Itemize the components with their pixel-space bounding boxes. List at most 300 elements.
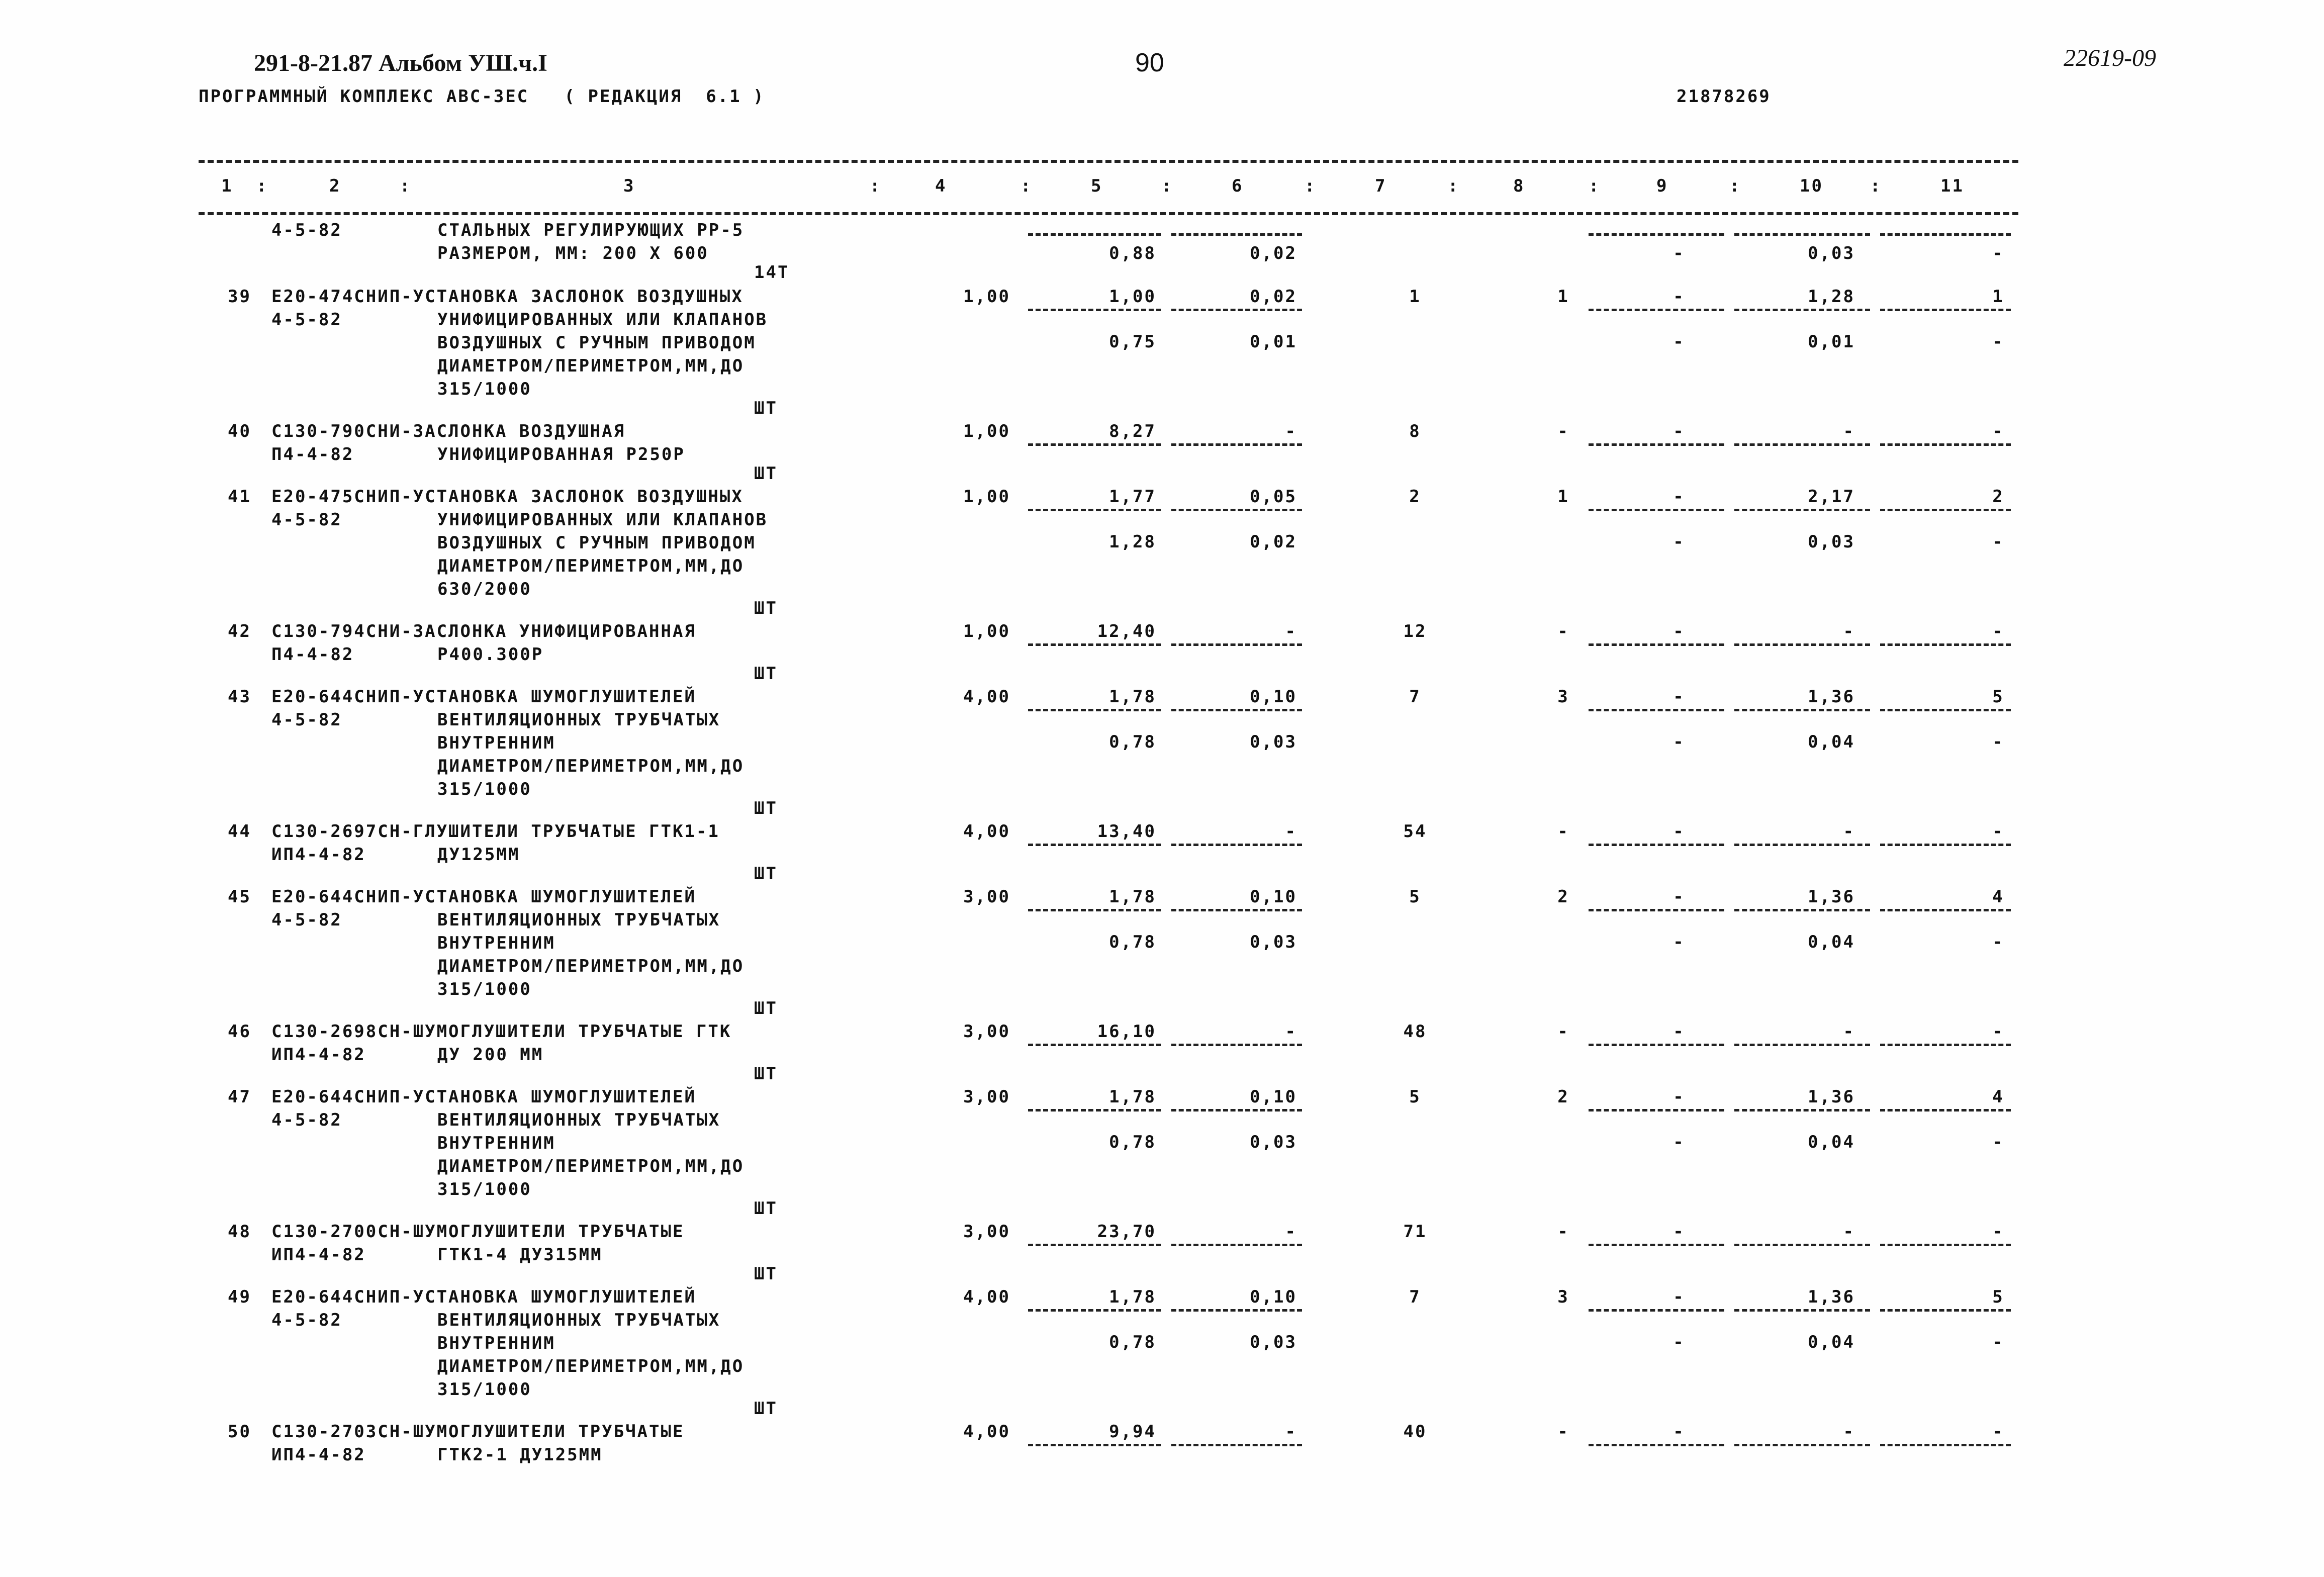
handwritten-mark: 22619-09: [2064, 45, 2156, 71]
cell-value: -: [1285, 421, 1297, 441]
cell-divider: [1171, 709, 1302, 711]
cell-value: -: [1557, 1422, 1569, 1442]
cell-value: -: [1557, 821, 1569, 842]
cell-divider: [1171, 909, 1302, 911]
cell-divider: [1880, 1309, 2011, 1312]
cell-value: 0,10: [1250, 1287, 1297, 1307]
row-number: 42: [228, 621, 251, 641]
cell-divider: [1880, 509, 2011, 511]
cell-value: -: [1992, 1222, 2004, 1242]
cell-value: -: [1673, 1132, 1685, 1152]
row-description: ДУ125ММ: [437, 845, 520, 865]
row-number: 47: [228, 1087, 251, 1107]
cell-value: 5: [1409, 887, 1421, 907]
header-bottom-rule: [199, 212, 2018, 215]
cell-divider: [1171, 1044, 1302, 1046]
row-number: 44: [228, 821, 251, 842]
cell-divider: [1734, 509, 1870, 511]
cell-divider: [1028, 709, 1161, 711]
column-separator: :: [1161, 176, 1173, 196]
cell-divider: [1880, 1109, 2011, 1111]
cell-value: 0,04: [1808, 1132, 1855, 1152]
column-separator: :: [1020, 176, 1033, 196]
row-code: ИП4-4-82: [271, 1045, 366, 1065]
row-code-description: Е20-475СНИП-УСТАНОВКА ЗАСЛОНОК ВОЗДУШНЫХ: [271, 487, 743, 507]
column-number: 7: [1375, 176, 1387, 196]
cell-value: 8: [1409, 421, 1421, 441]
cell-value: -: [1992, 821, 2004, 842]
cell-value: -: [1673, 732, 1685, 752]
cell-value: -: [1673, 1222, 1685, 1242]
row-description: 315/1000: [437, 1379, 532, 1400]
cell-value: 2: [1557, 1087, 1569, 1107]
row-description: УНИФИЦИРОВАННЫХ ИЛИ КЛАПАНОВ: [437, 510, 768, 530]
cell-value: 2: [1557, 887, 1569, 907]
row-number: 48: [228, 1222, 251, 1242]
cell-divider: [1171, 1244, 1302, 1246]
cell-value: 1,00: [1109, 287, 1156, 307]
cell-value: 0,03: [1250, 732, 1297, 752]
cell-divider: [1028, 643, 1161, 646]
cell-divider: [1171, 643, 1302, 646]
cell-value: -: [1843, 621, 1855, 641]
cell-value: -: [1285, 1222, 1297, 1242]
cell-value: 8,27: [1109, 421, 1156, 441]
cell-value: 1: [1409, 287, 1421, 307]
cell-divider: [1028, 509, 1161, 511]
cell-value: 2: [1992, 487, 2004, 507]
cell-value: 0,10: [1250, 687, 1297, 707]
cell-divider: [1171, 844, 1302, 846]
row-description: ВЕНТИЛЯЦИОННЫХ ТРУБЧАТЫХ: [437, 910, 721, 930]
cell-divider: [1734, 844, 1870, 846]
cell-value: 0,01: [1250, 332, 1297, 352]
cell-value: 5: [1992, 1287, 2004, 1307]
cell-value: -: [1992, 1422, 2004, 1442]
cell-divider: [1589, 709, 1724, 711]
row-code: ИП4-4-82: [271, 1245, 366, 1265]
cell-value: 3: [1557, 1287, 1569, 1307]
cell-value: -: [1992, 1332, 2004, 1352]
row-code-description: С130-2697СН-ГЛУШИТЕЛИ ТРУБЧАТЫЕ ГТК1-1: [271, 821, 720, 842]
cell-value: 1,36: [1808, 1087, 1855, 1107]
cell-divider: [1880, 233, 2011, 236]
column-separator: :: [1589, 176, 1601, 196]
cell-value: -: [1673, 887, 1685, 907]
cell-value: 2,17: [1808, 487, 1855, 507]
cell-divider: [1171, 1109, 1302, 1111]
cell-value: 0,02: [1250, 532, 1297, 552]
cell-divider: [1589, 643, 1724, 646]
cell-value: 9,94: [1109, 1422, 1156, 1442]
cell-divider: [1734, 1109, 1870, 1111]
cell-value: -: [1843, 821, 1855, 842]
document-reference: 291-8-21.87 Альбом УШ.ч.I: [254, 50, 547, 76]
cell-value: 1,77: [1109, 487, 1156, 507]
row-description: Р400.300Р: [437, 644, 544, 665]
row-number: 43: [228, 687, 251, 707]
cell-value: 5: [1409, 1087, 1421, 1107]
row-code-description: С130-2703СН-ШУМОГЛУШИТЕЛИ ТРУБЧАТЫЕ: [271, 1422, 685, 1442]
cell-divider: [1589, 1309, 1724, 1312]
cell-value: -: [1557, 1022, 1569, 1042]
cell-divider: [1734, 643, 1870, 646]
cell-value: 1,00: [963, 287, 1010, 307]
column-number: 1: [221, 176, 233, 196]
cell-value: 0,02: [1250, 287, 1297, 307]
cell-value: 5: [1992, 687, 2004, 707]
cell-divider: [1880, 1244, 2011, 1246]
cell-divider: [1028, 1109, 1161, 1111]
row-description: УНИФИЦИРОВАННЫХ ИЛИ КЛАПАНОВ: [437, 310, 768, 330]
cell-divider: [1880, 1044, 2011, 1046]
column-number: 11: [1940, 176, 1964, 196]
row-code: ИП4-4-82: [271, 845, 366, 865]
cell-divider: [1734, 909, 1870, 911]
cell-divider: [1028, 233, 1161, 236]
cell-value: -: [1673, 687, 1685, 707]
cell-divider: [1589, 1109, 1724, 1111]
row-unit: ШТ: [754, 1064, 778, 1084]
cell-value: 1,78: [1109, 1087, 1156, 1107]
cell-divider: [1880, 443, 2011, 446]
row-unit: ШТ: [754, 398, 778, 418]
cell-divider: [1734, 1044, 1870, 1046]
row-code: П4-4-82: [271, 444, 354, 465]
row-code: 4-5-82: [271, 1310, 342, 1330]
cell-value: 1: [1992, 287, 2004, 307]
cell-value: 0,03: [1250, 1332, 1297, 1352]
cell-value: 1,00: [963, 487, 1010, 507]
cell-divider: [1589, 1444, 1724, 1446]
cell-value: 0,78: [1109, 1132, 1156, 1152]
cell-value: -: [1992, 621, 2004, 641]
cell-value: 0,10: [1250, 1087, 1297, 1107]
column-number: 3: [623, 176, 635, 196]
row-unit: ШТ: [754, 664, 778, 684]
row-description: СТАЛЬНЫХ РЕГУЛИРУЮЩИХ РР-5: [437, 220, 745, 240]
cell-divider: [1171, 1444, 1302, 1446]
cell-value: -: [1673, 821, 1685, 842]
cell-value: -: [1673, 287, 1685, 307]
cell-value: 4,00: [963, 821, 1010, 842]
row-code-description: Е20-644СНИП-УСТАНОВКА ШУМОГЛУШИТЕЛЕЙ: [271, 1287, 696, 1307]
cell-value: 48: [1403, 1022, 1427, 1042]
cell-value: 2: [1409, 487, 1421, 507]
row-unit: ШТ: [754, 798, 778, 818]
cell-value: -: [1557, 621, 1569, 641]
cell-value: -: [1673, 532, 1685, 552]
cell-value: 1,00: [963, 421, 1010, 441]
cell-value: 7: [1409, 1287, 1421, 1307]
cell-divider: [1589, 844, 1724, 846]
cell-value: 0,04: [1808, 932, 1855, 952]
cell-value: -: [1992, 421, 2004, 441]
cell-value: 0,03: [1808, 243, 1855, 263]
cell-divider: [1028, 1309, 1161, 1312]
column-separator: :: [256, 176, 268, 196]
cell-divider: [1734, 709, 1870, 711]
cell-divider: [1589, 1044, 1724, 1046]
row-description: ДИАМЕТРОМ/ПЕРИМЕТРОМ,ММ,ДО: [437, 956, 745, 976]
cell-value: 40: [1403, 1422, 1427, 1442]
cell-divider: [1734, 1444, 1870, 1446]
cell-value: -: [1673, 621, 1685, 641]
cell-value: 4,00: [963, 1287, 1010, 1307]
row-code-description: С130-790СНИ-ЗАСЛОНКА ВОЗДУШНАЯ: [271, 421, 626, 441]
row-unit: ШТ: [754, 998, 778, 1018]
cell-value: -: [1285, 1022, 1297, 1042]
column-number: 5: [1091, 176, 1103, 196]
row-number: 40: [228, 421, 251, 441]
cell-divider: [1028, 909, 1161, 911]
row-description: ДИАМЕТРОМ/ПЕРИМЕТРОМ,ММ,ДО: [437, 1156, 745, 1176]
cell-divider: [1171, 1309, 1302, 1312]
cell-divider: [1171, 309, 1302, 311]
column-number: 2: [329, 176, 341, 196]
row-code-description: Е20-644СНИП-УСТАНОВКА ШУМОГЛУШИТЕЛЕЙ: [271, 1087, 696, 1107]
cell-value: -: [1673, 243, 1685, 263]
cell-value: -: [1673, 421, 1685, 441]
row-code-description: Е20-644СНИП-УСТАНОВКА ШУМОГЛУШИТЕЛЕЙ: [271, 687, 696, 707]
cell-value: 12: [1403, 621, 1427, 641]
cell-value: 1,78: [1109, 1287, 1156, 1307]
row-code-description: Е20-644СНИП-УСТАНОВКА ШУМОГЛУШИТЕЛЕЙ: [271, 887, 696, 907]
row-description: ГТК2-1 ДУ125ММ: [437, 1445, 603, 1465]
column-number: 4: [935, 176, 947, 196]
cell-value: -: [1557, 421, 1569, 441]
row-description: ДУ 200 ММ: [437, 1045, 544, 1065]
cell-value: 0,01: [1808, 332, 1855, 352]
column-number: 6: [1232, 176, 1244, 196]
row-code: 4-5-82: [271, 310, 342, 330]
cell-divider: [1028, 1444, 1161, 1446]
cell-value: -: [1843, 421, 1855, 441]
cell-value: 1,36: [1808, 1287, 1855, 1307]
cell-divider: [1589, 509, 1724, 511]
row-description: ВОЗДУШНЫХ С РУЧНЫМ ПРИВОДОМ: [437, 533, 756, 553]
cell-value: -: [1673, 932, 1685, 952]
row-description: 315/1000: [437, 379, 532, 399]
row-number: 41: [228, 487, 251, 507]
table-top-rule: [199, 160, 2018, 163]
cell-value: 3,00: [963, 1087, 1010, 1107]
cell-value: 0,88: [1109, 243, 1156, 263]
row-code: 4-5-82: [271, 910, 342, 930]
cell-divider: [1734, 233, 1870, 236]
page-number: 90: [1135, 48, 1164, 77]
cell-value: 0,02: [1250, 243, 1297, 263]
cell-value: 0,04: [1808, 732, 1855, 752]
column-separator: :: [1448, 176, 1460, 196]
row-description: 630/2000: [437, 579, 532, 599]
cell-value: -: [1992, 932, 2004, 952]
cell-divider: [1734, 1309, 1870, 1312]
row-description: ВЕНТИЛЯЦИОННЫХ ТРУБЧАТЫХ: [437, 1310, 721, 1330]
cell-value: -: [1285, 621, 1297, 641]
cell-divider: [1171, 233, 1302, 236]
cell-divider: [1880, 909, 2011, 911]
cell-value: 0,05: [1250, 487, 1297, 507]
cell-value: 1,36: [1808, 887, 1855, 907]
cell-value: 16,10: [1097, 1022, 1156, 1042]
cell-divider: [1028, 309, 1161, 311]
row-description: УНИФИЦИРОВАННАЯ Р250Р: [437, 444, 685, 465]
row-code: 4-5-82: [271, 220, 342, 240]
column-separator: :: [1870, 176, 1882, 196]
cell-divider: [1589, 1244, 1724, 1246]
cell-value: 0,75: [1109, 332, 1156, 352]
cell-value: 1,78: [1109, 887, 1156, 907]
row-unit: 14Т: [754, 262, 790, 283]
row-code: ИП4-4-82: [271, 1445, 366, 1465]
cell-value: -: [1673, 487, 1685, 507]
cell-value: 1,36: [1808, 687, 1855, 707]
row-unit: ШТ: [754, 1264, 778, 1284]
cell-value: 0,78: [1109, 932, 1156, 952]
row-description: ВЕНТИЛЯЦИОННЫХ ТРУБЧАТЫХ: [437, 710, 721, 730]
row-unit: ШТ: [754, 1399, 778, 1419]
cell-value: -: [1673, 332, 1685, 352]
row-unit: ШТ: [754, 463, 778, 484]
cell-value: 1,28: [1109, 532, 1156, 552]
cell-value: 7: [1409, 687, 1421, 707]
cell-divider: [1734, 309, 1870, 311]
column-number: 9: [1656, 176, 1668, 196]
cell-value: 3,00: [963, 887, 1010, 907]
row-number: 39: [228, 287, 251, 307]
cell-value: 1: [1557, 287, 1569, 307]
cell-divider: [1880, 844, 2011, 846]
cell-divider: [1734, 1244, 1870, 1246]
cell-divider: [1028, 443, 1161, 446]
row-description: ДИАМЕТРОМ/ПЕРИМЕТРОМ,ММ,ДО: [437, 756, 745, 776]
cell-value: -: [1843, 1022, 1855, 1042]
cell-value: -: [1557, 1222, 1569, 1242]
cell-value: -: [1992, 243, 2004, 263]
cell-divider: [1880, 309, 2011, 311]
row-description: ВНУТРЕННИМ: [437, 1333, 555, 1353]
cell-value: 4: [1992, 887, 2004, 907]
cell-divider: [1734, 443, 1870, 446]
cell-divider: [1589, 309, 1724, 311]
cell-value: 3,00: [963, 1222, 1010, 1242]
row-description: ВНУТРЕННИМ: [437, 1133, 555, 1153]
column-separator: :: [870, 176, 882, 196]
row-code-description: С130-794СНИ-ЗАСЛОНКА УНИФИЦИРОВАННАЯ: [271, 621, 696, 641]
row-code-description: Е20-474СНИП-УСТАНОВКА ЗАСЛОНОК ВОЗДУШНЫХ: [271, 287, 743, 307]
program-title: ПРОГРАММНЫЙ КОМПЛЕКС АВС-3ЕС ( РЕДАКЦИЯ 6.1 ): [199, 86, 765, 107]
row-description: ВНУТРЕННИМ: [437, 733, 555, 753]
cell-value: -: [1673, 1022, 1685, 1042]
cell-value: -: [1673, 1087, 1685, 1107]
row-description: ВЕНТИЛЯЦИОННЫХ ТРУБЧАТЫХ: [437, 1110, 721, 1130]
cell-divider: [1028, 1044, 1161, 1046]
cell-divider: [1171, 509, 1302, 511]
cell-value: -: [1285, 1422, 1297, 1442]
cell-divider: [1589, 909, 1724, 911]
cell-divider: [1880, 709, 2011, 711]
cell-value: -: [1673, 1332, 1685, 1352]
cell-divider: [1589, 233, 1724, 236]
row-description: ДИАМЕТРОМ/ПЕРИМЕТРОМ,ММ,ДО: [437, 1356, 745, 1376]
row-code-description: С130-2698СН-ШУМОГЛУШИТЕЛИ ТРУБЧАТЫЕ ГТК: [271, 1022, 732, 1042]
row-code: П4-4-82: [271, 644, 354, 665]
cell-value: 0,03: [1250, 1132, 1297, 1152]
row-number: 46: [228, 1022, 251, 1042]
cell-value: 12,40: [1097, 621, 1156, 641]
row-unit: ШТ: [754, 1198, 778, 1219]
cell-value: 13,40: [1097, 821, 1156, 842]
cell-value: 4: [1992, 1087, 2004, 1107]
cell-value: 0,03: [1250, 932, 1297, 952]
row-code-description: С130-2700СН-ШУМОГЛУШИТЕЛИ ТРУБЧАТЫЕ: [271, 1222, 685, 1242]
cell-value: 4,00: [963, 687, 1010, 707]
row-number: 49: [228, 1287, 251, 1307]
cell-divider: [1880, 643, 2011, 646]
cell-value: 1,28: [1808, 287, 1855, 307]
cell-value: 0,03: [1808, 532, 1855, 552]
row-number: 50: [228, 1422, 251, 1442]
row-unit: ШТ: [754, 864, 778, 884]
row-description: ВНУТРЕННИМ: [437, 933, 555, 953]
cell-value: -: [1673, 1287, 1685, 1307]
cell-value: -: [1285, 821, 1297, 842]
row-code: 4-5-82: [271, 710, 342, 730]
column-separator: :: [1729, 176, 1741, 196]
cell-value: 0,04: [1808, 1332, 1855, 1352]
cell-value: 0,78: [1109, 732, 1156, 752]
cell-divider: [1589, 443, 1724, 446]
cell-divider: [1028, 844, 1161, 846]
column-number: 8: [1513, 176, 1525, 196]
cell-value: -: [1992, 532, 2004, 552]
column-number: 10: [1800, 176, 1823, 196]
row-description: ДИАМЕТРОМ/ПЕРИМЕТРОМ,ММ,ДО: [437, 356, 745, 376]
document-code: 21878269: [1677, 86, 1771, 107]
cell-value: 54: [1403, 821, 1427, 842]
cell-value: -: [1992, 1022, 2004, 1042]
cell-value: 0,10: [1250, 887, 1297, 907]
cell-value: 1,78: [1109, 687, 1156, 707]
row-number: 45: [228, 887, 251, 907]
cell-value: -: [1843, 1422, 1855, 1442]
cell-value: -: [1843, 1222, 1855, 1242]
cell-value: -: [1992, 1132, 2004, 1152]
row-description: 315/1000: [437, 1179, 532, 1199]
row-description: ДИАМЕТРОМ/ПЕРИМЕТРОМ,ММ,ДО: [437, 556, 745, 576]
row-description: ГТК1-4 ДУ315ММ: [437, 1245, 603, 1265]
cell-value: -: [1673, 1422, 1685, 1442]
row-description: 315/1000: [437, 779, 532, 799]
cell-value: 71: [1403, 1222, 1427, 1242]
column-separator: :: [1305, 176, 1317, 196]
cell-value: 3: [1557, 687, 1569, 707]
row-description: РАЗМЕРОМ, ММ: 200 Х 600: [437, 243, 709, 263]
row-unit: ШТ: [754, 598, 778, 618]
cell-value: 3,00: [963, 1022, 1010, 1042]
cell-divider: [1880, 1444, 2011, 1446]
cell-value: 0,78: [1109, 1332, 1156, 1352]
row-code: 4-5-82: [271, 510, 342, 530]
column-separator: :: [400, 176, 412, 196]
cell-value: 1,00: [963, 621, 1010, 641]
row-description: 315/1000: [437, 979, 532, 999]
row-description: ВОЗДУШНЫХ С РУЧНЫМ ПРИВОДОМ: [437, 333, 756, 353]
cell-value: -: [1992, 332, 2004, 352]
cell-value: 4,00: [963, 1422, 1010, 1442]
cell-value: -: [1992, 732, 2004, 752]
